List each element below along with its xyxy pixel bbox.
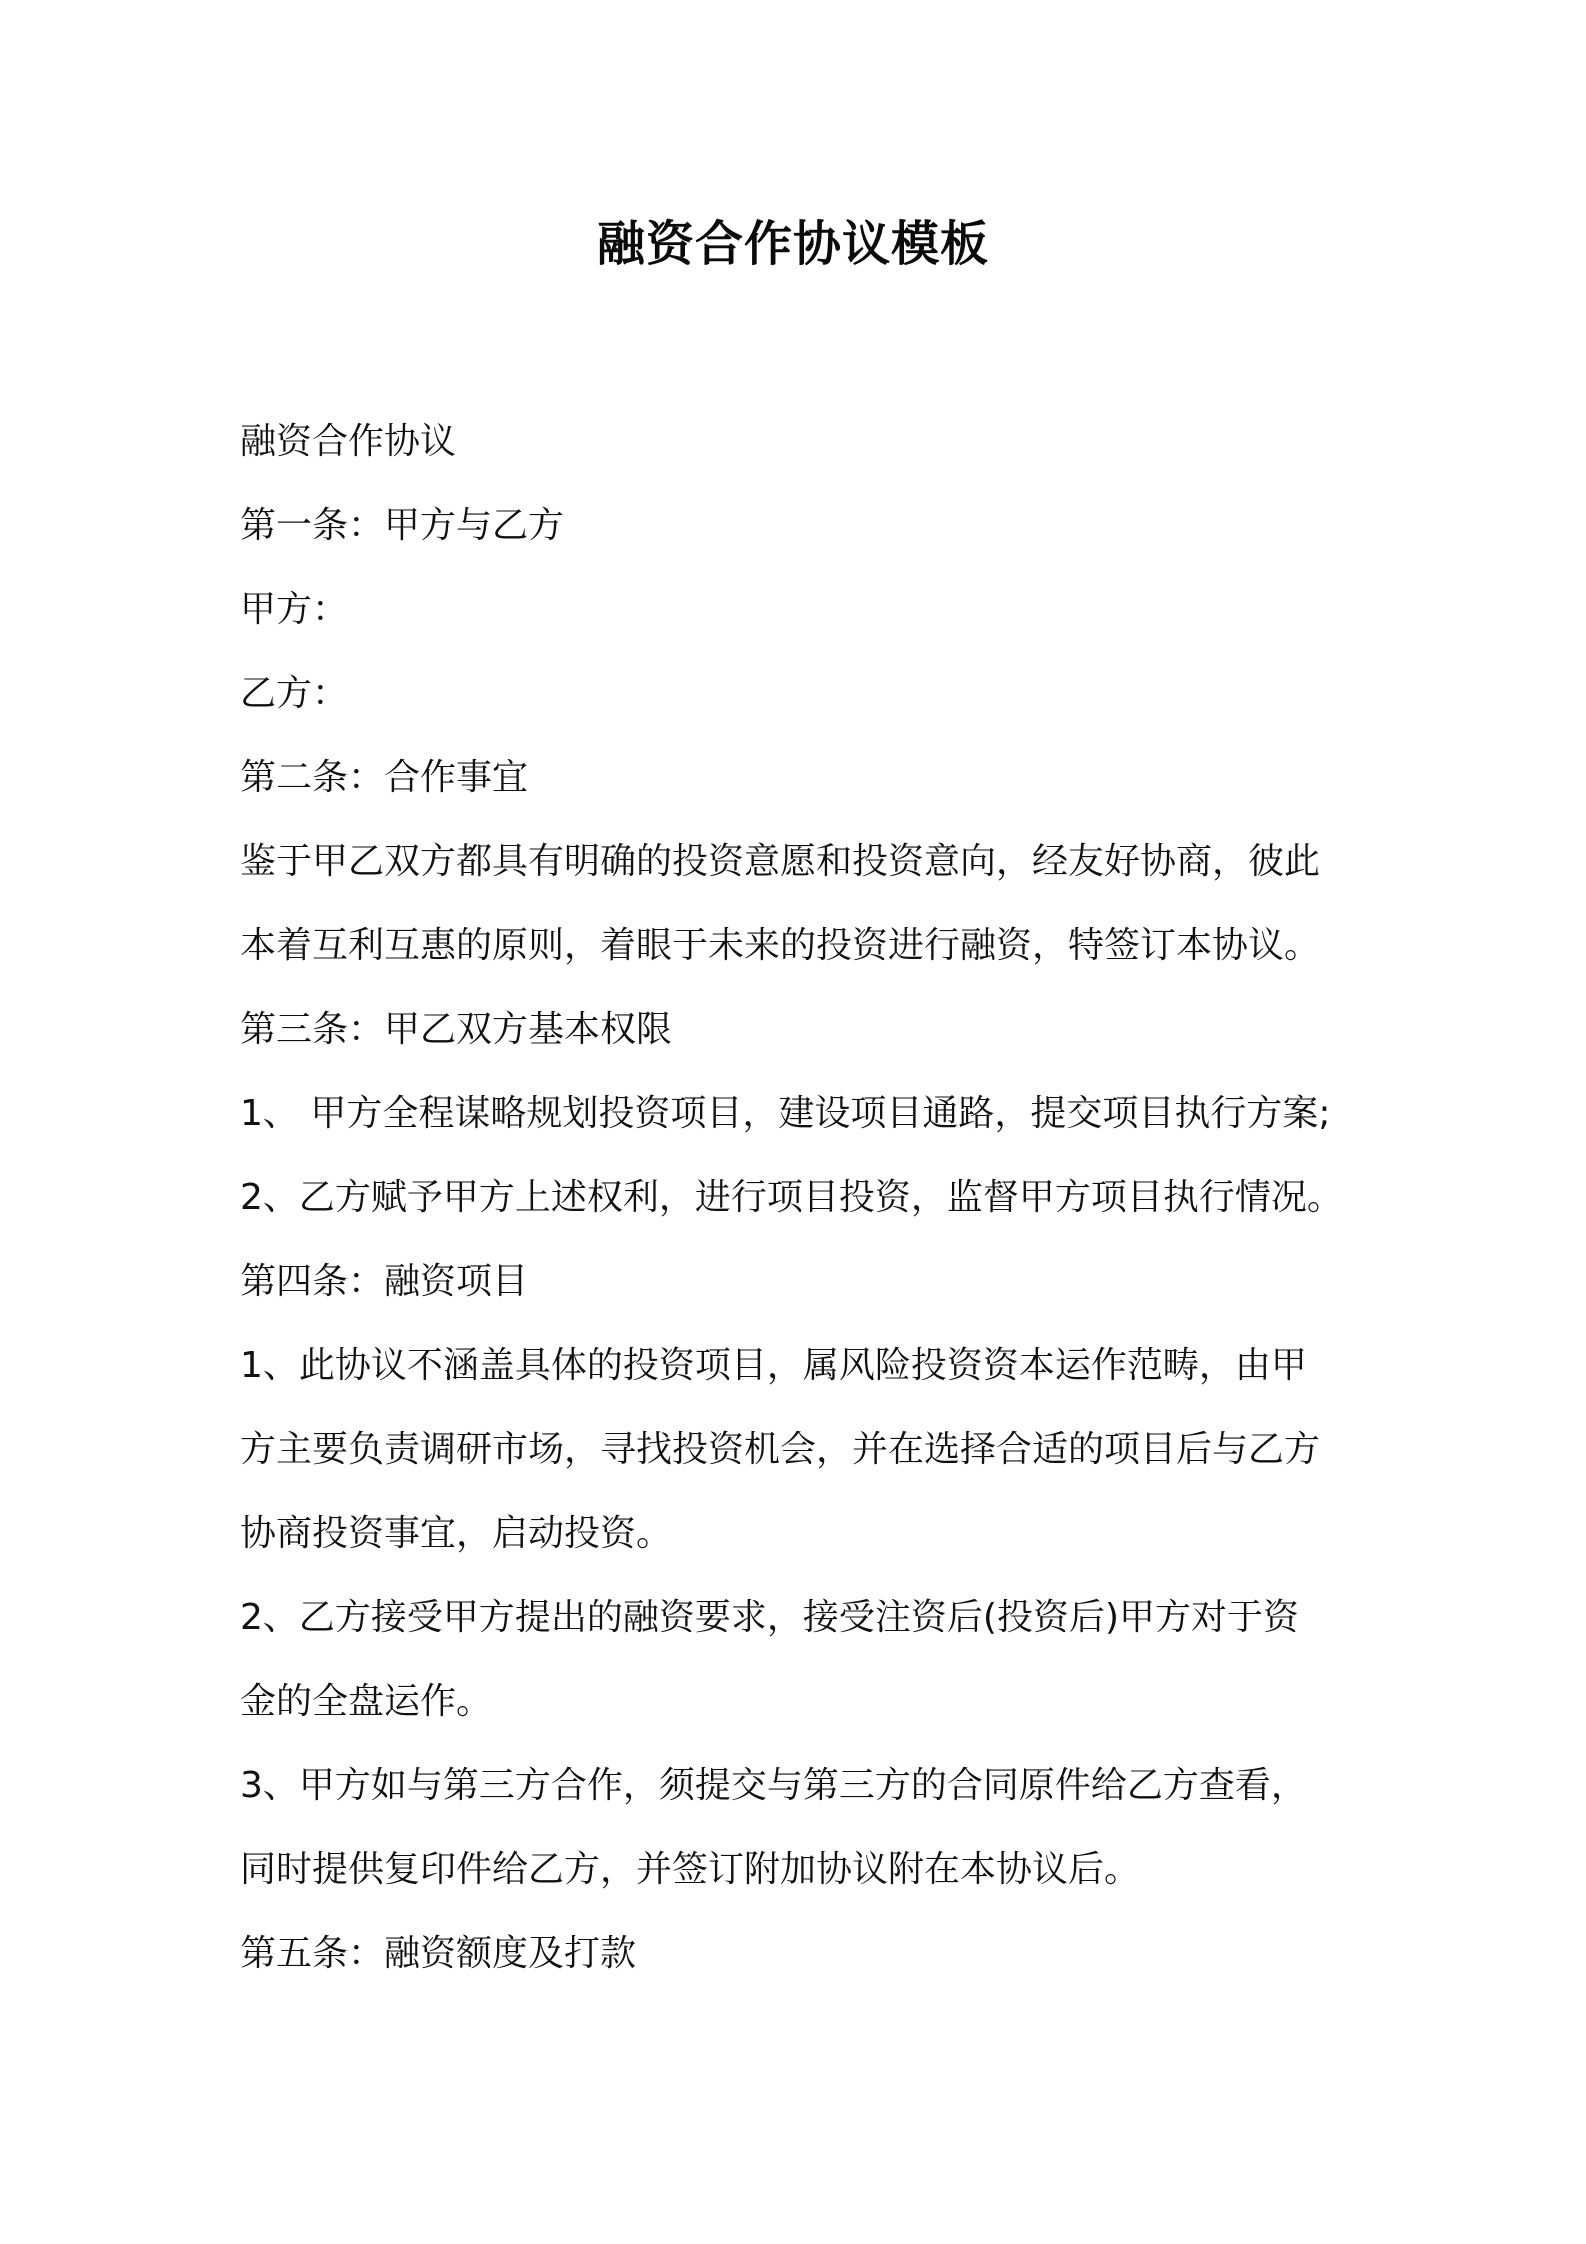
paragraph-line: 2、乙方赋予甲方上述权利，进行项目投资，监督甲方项目执行情况。 [240,1177,1343,1218]
agreement-name: 融资合作协议 [240,421,457,462]
paragraph-line: 鉴于甲乙双方都具有明确的投资意愿和投资意向，经友好协商，彼此 [240,841,1321,882]
paragraph-line: 本着互利互惠的原则，着眼于未来的投资进行融资，特签订本协议。 [240,925,1321,966]
party-b-line: 乙方： [240,673,349,714]
article-3-heading: 第三条：甲乙双方基本权限 [240,1009,673,1050]
article-5-heading: 第五条：融资额度及打款 [240,1933,637,1974]
paragraph-line: 金的全盘运作。 [240,1681,493,1722]
paragraph-line: 方主要负责调研市场，寻找投资机会，并在选择合适的项目后与乙方 [240,1429,1321,1470]
document-title: 融资合作协议模板 [596,216,989,272]
paragraph-line: 1、此协议不涵盖具体的投资项目，属风险投资资本运作范畴，由甲 [240,1345,1307,1386]
article-2-heading: 第二条：合作事宜 [240,757,529,798]
party-a-line: 甲方： [240,589,349,630]
paragraph-line: 同时提供复印件给乙方，并签订附加协议附在本协议后。 [240,1849,1141,1890]
paragraph-line: 协商投资事宜，启动投资。 [240,1513,673,1554]
paragraph-line: 2、乙方接受甲方提出的融资要求，接受注资后(投资后)甲方对于资 [240,1597,1299,1638]
paragraph-line: 3、甲方如与第三方合作，须提交与第三方的合同原件给乙方查看， [240,1765,1307,1806]
paragraph-line: 1、 甲方全程谋略规划投资项目，建设项目通路，提交项目执行方案; [240,1093,1331,1134]
article-4-heading: 第四条：融资项目 [240,1261,529,1302]
document-body [240,400,1360,1996]
article-1-heading: 第一条：甲方与乙方 [240,505,565,546]
